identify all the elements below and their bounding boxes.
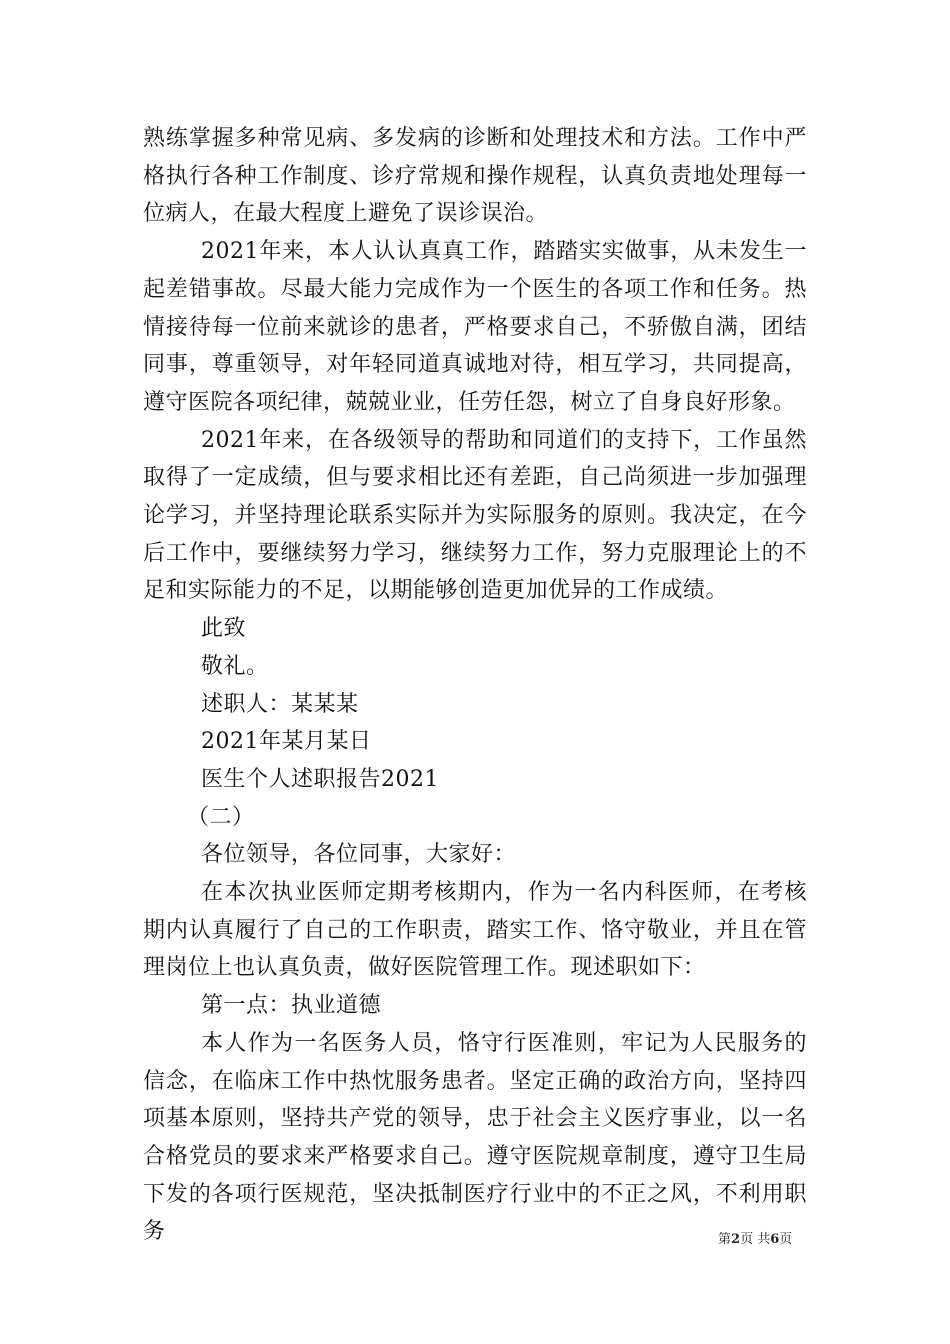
- signature-reporter: 述职人：某某某: [201, 691, 359, 717]
- closing-salutation: 此致: [201, 616, 247, 642]
- footer-middle: 页 共: [740, 1232, 771, 1247]
- greeting: 各位领导，各位同事，大家好：: [201, 842, 517, 868]
- footer-suffix: 页: [779, 1232, 793, 1247]
- footer-current-page: 2: [731, 1232, 741, 1247]
- section-title: 医生个人述职报告2021: [201, 766, 439, 792]
- footer-prefix: 第: [718, 1232, 732, 1247]
- paragraph-continuation: 熟练掌握多种常见病、多发病的诊断和处理技术和方法。工作中严格执行各种工作制度、诊疗常规和操作规程，认真负责地处理每一位病人，在最大程度上避免了误诊误治。: [143, 126, 807, 227]
- paragraph-future-plan: 2021年来，在各级领导的帮助和同道们的支持下，工作虽然取得了一定成绩，但与要求相比还有差距，自己尚须进一步加强理论学习，并坚持理论联系实际并为实际服务的原则。我决定，在今后工作中，要继续努力学习，继续努力工作，努力克服理论上的不足和实际能力的不足，以期能够创造更加优异的工作成绩。: [143, 427, 807, 604]
- paragraph-work-attitude: 2021年来，本人认认真真工作，踏踏实实做事，从未发生一起差错事故。尽最大能力完成作为一个医生的各项工作和任务。热情接待每一位前来就诊的患者，严格要求自己，不骄傲自满，团结同事，尊重领导，对年轻同道真诚地对待，相互学习，共同提高，遵守医院各项纪律，兢兢业业，任劳任怨，树立了自身良好形象。: [143, 239, 807, 415]
- paragraph-introduction: 在本次执业医师定期考核期内，作为一名内科医师，在考核期内认真履行了自己的工作职责，踏实工作、恪守敬业，并且在管理岗位上也认真负责，做好医院管理工作。现述职如下：: [143, 880, 807, 981]
- subheading-ethics: 第一点：执业道德: [201, 993, 382, 1019]
- paragraph-ethics: 本人作为一名医务人员，恪守行医准则，牢记为人民服务的信念，在临床工作中热忱服务患者。坚定正确的政治方向，坚持四项基本原则，坚持共产党的领导，忠于社会主义医疗事业，以一名合格党员的要求来严格要求自己。遵守医院规章制度，遵守卫生局下发的各项行医规范，坚决抵制医疗行业中的不正之风，不利用职务: [143, 1030, 807, 1245]
- footer-total-pages: 6: [770, 1232, 780, 1247]
- document-body: [143, 120, 807, 1251]
- signature-date: 2021年某月某日: [201, 729, 372, 755]
- closing-respect: 敬礼。: [201, 653, 269, 679]
- section-number: （二）: [187, 804, 255, 830]
- page-number-footer: [718, 1232, 792, 1248]
